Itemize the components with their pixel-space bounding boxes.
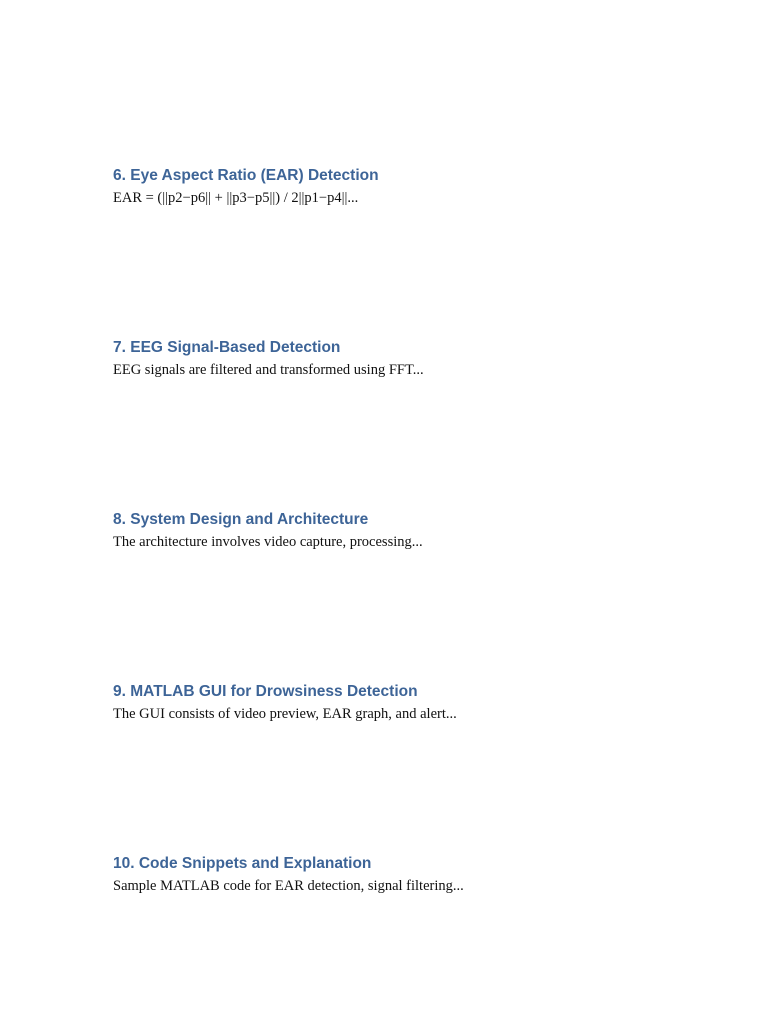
- section-body-text: The GUI consists of video preview, EAR graph, and alert...: [113, 706, 457, 722]
- section-heading: 7. EEG Signal-Based Detection: [113, 339, 341, 356]
- section-body-text: The architecture involves video capture, processing...: [113, 534, 423, 550]
- section-heading: 9. MATLAB GUI for Drowsiness Detection: [113, 683, 418, 700]
- section-eeg-detection: [113, 338, 713, 379]
- section-body-text: Sample MATLAB code for EAR detection, signal filtering...: [113, 878, 464, 894]
- section-heading: 10. Code Snippets and Explanation: [113, 855, 372, 872]
- section-system-design: [113, 510, 713, 551]
- section-matlab-gui: [113, 682, 713, 723]
- section-heading: 8. System Design and Architecture: [113, 511, 369, 528]
- section-code-snippets: [113, 854, 713, 895]
- section-body-text: EAR = (||p2−p6|| + ||p3−p5||) / 2||p1−p4||...: [113, 190, 359, 206]
- section-body-text: EEG signals are filtered and transformed using FFT...: [113, 362, 424, 378]
- section-ear-detection: [113, 166, 713, 207]
- section-heading: 6. Eye Aspect Ratio (EAR) Detection: [113, 167, 379, 184]
